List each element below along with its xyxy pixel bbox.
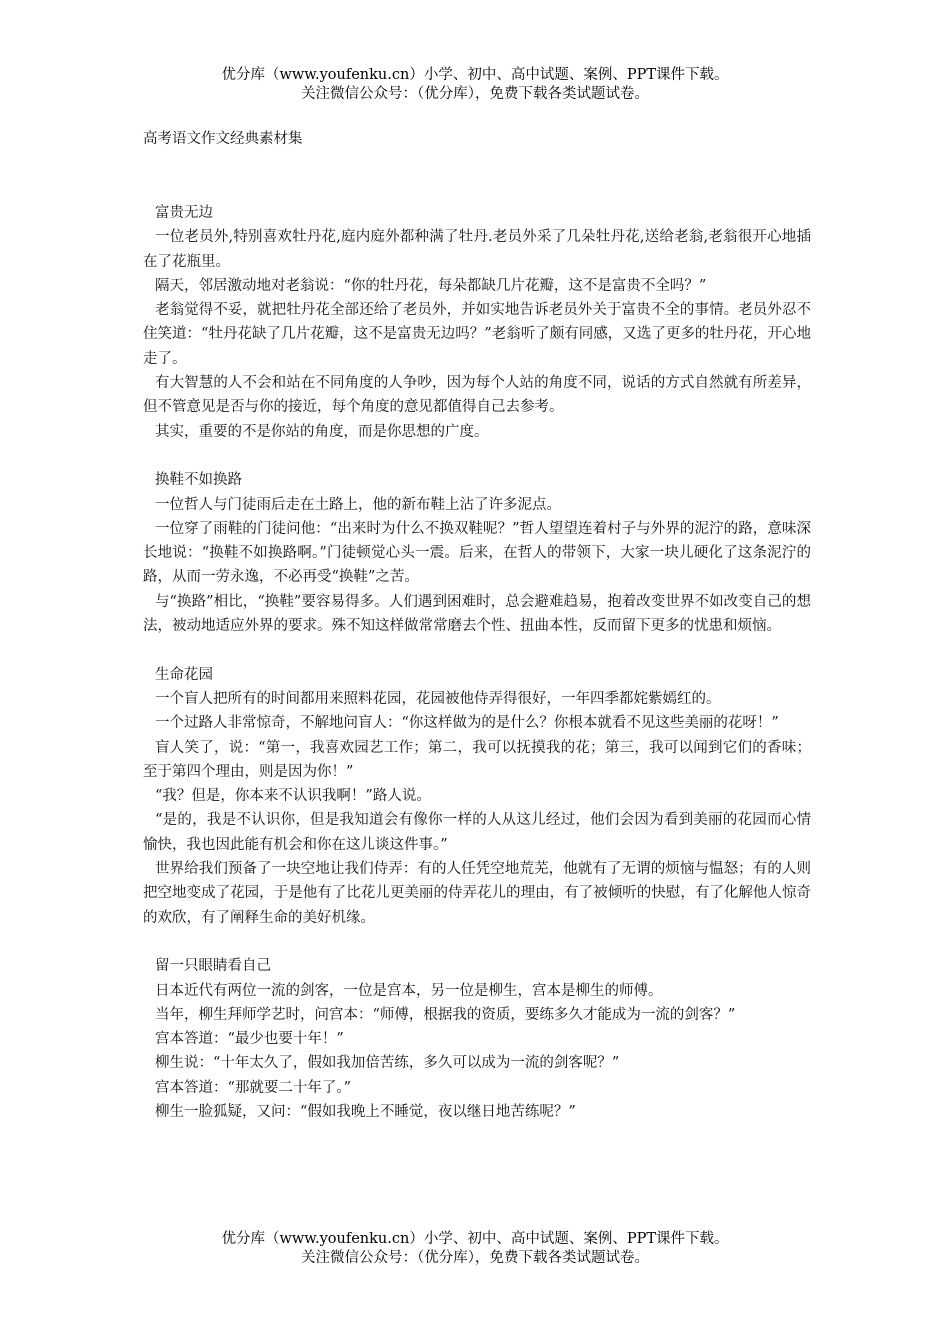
paragraph: 当年，柳生拜师学艺时，问宫本：“师傅，根据我的资质，要练多久才能成为一流的剑客？” <box>155 1006 736 1023</box>
paragraph: 日本近代有两位一流的剑客，一位是宫本，另一位是柳生，宫本是柳生的师傅。 <box>155 982 663 999</box>
section-title: 留一只眼睛看自己 <box>155 958 271 975</box>
paragraph: 柳生说：“十年太久了，假如我加倍苦练，多久可以成为一流的剑客呢？” <box>155 1055 620 1072</box>
header-line-1: 优分库（www.youfenku.cn）小学、初中、高中试题、案例、PPT课件下载。 <box>221 67 729 83</box>
footer-line-2: 关注微信公众号：（优分库），免费下载各类试题试卷。 <box>301 1250 649 1266</box>
paragraph: 一位穿了雨鞋的门徒问他：“出来时为什么不换双鞋呢？”哲人望望连着村子与外界的泥泞的路，意味深长地说：“换鞋不如换路啊。”门徒顿觉心头一震。后来，在哲人的带领下，大家一块儿硬化了这条泥泞的路，从而一劳永逸，不必再受“换鞋”之苦。 <box>143 520 811 586</box>
section-title: 生命花园 <box>155 666 213 683</box>
document-title: 高考语文作文经典素材集 <box>143 131 303 147</box>
paragraph: 有大智慧的人不会和站在不同角度的人争吵，因为每个人站的角度不同，说话的方式自然就有所差异，但不管意见是否与你的接近，每个角度的意见都值得自己去参考。 <box>143 375 811 416</box>
paragraph: 与“换路”相比，“换鞋”要容易得多。人们遇到困难时，总会避难趋易，抱着改变世界不如改变自己的想法，被动地适应外界的要求。殊不知这样做常常磨去个性、扭曲本性，反而留下更多的忧患和烦恼。 <box>143 593 811 635</box>
paragraph: 一个过路人非常惊奇，不解地问盲人：“你这样做为的是什么？你根本就看不见这些美丽的花呀！” <box>155 715 779 732</box>
story-section <box>143 468 811 638</box>
paragraph: 世界给我们预备了一块空地让我们侍弄：有的人任凭空地荒芜，他就有了无谓的烦恼与愠怒；有的人则把空地变成了花园，于是他有了比花儿更美丽的侍弄花儿的理由，有了被倾听的快慰，有了化解他人惊奇的欢欣，有了阐释生命的美好机缘。 <box>143 861 811 926</box>
paragraph: 老翁觉得不妥，就把牡丹花全部还给了老员外，并如实地告诉老员外关于富贵不全的事情。老员外忍不住笑道：“牡丹花缺了几片花瓣，这不是富贵无边吗？”老翁听了颇有同感，又选了更多的牡丹花，开心地走了。 <box>143 302 811 367</box>
section-title: 换鞋不如换路 <box>155 472 242 489</box>
paragraph: 一位哲人与门徒雨后走在土路上，他的新布鞋上沾了许多泥点。 <box>155 496 561 513</box>
story-section <box>143 954 811 1124</box>
section-title: 富贵无边 <box>155 205 213 221</box>
page-header <box>0 66 950 104</box>
document-body <box>143 201 811 1149</box>
footer-line-1: 优分库（www.youfenku.cn）小学、初中、高中试题、案例、PPT课件下载。 <box>221 1231 729 1247</box>
paragraph: “我？但是，你本来不认识我啊！”路人说。 <box>155 788 431 805</box>
paragraph: 一个盲人把所有的时间都用来照料花园，花园被他侍弄得很好，一年四季都姹紫嫣红的。 <box>155 690 721 707</box>
paragraph: 盲人笑了，说：“第一，我喜欢园艺工作；第二，我可以抚摸我的花；第三，我可以闻到它们的香味；至于第四个理由，则是因为你！” <box>143 739 811 780</box>
paragraph: “是的，我是不认识你，但是我知道会有像你一样的人从这儿经过，他们会因为看到美丽的花园而心情愉快，我也因此能有机会和你在这儿谈这件事。” <box>143 812 811 853</box>
page-footer <box>0 1230 950 1268</box>
paragraph: 隔天，邻居激动地对老翁说：“你的牡丹花，每朵都缺几片花瓣，这不是富贵不全吗？” <box>155 277 707 294</box>
story-section <box>143 663 811 930</box>
story-section <box>143 201 811 444</box>
paragraph: 宫本答道：“那就要二十年了。” <box>155 1079 352 1096</box>
paragraph: 柳生一脸狐疑，又问：“假如我晚上不睡觉，夜以继日地苦练呢？” <box>155 1103 576 1120</box>
paragraph: 其实，重要的不是你站的角度，而是你思想的广度。 <box>155 423 489 440</box>
paragraph: 宫本答道：“最少也要十年！” <box>155 1031 344 1048</box>
paragraph: 一位老员外,特别喜欢牡丹花,庭内庭外都种满了牡丹.老员外采了几朵牡丹花,送给老翁,老翁很开心地插在了花瓶里。 <box>143 229 811 270</box>
header-line-2: 关注微信公众号：（优分库），免费下载各类试题试卷。 <box>301 86 649 102</box>
